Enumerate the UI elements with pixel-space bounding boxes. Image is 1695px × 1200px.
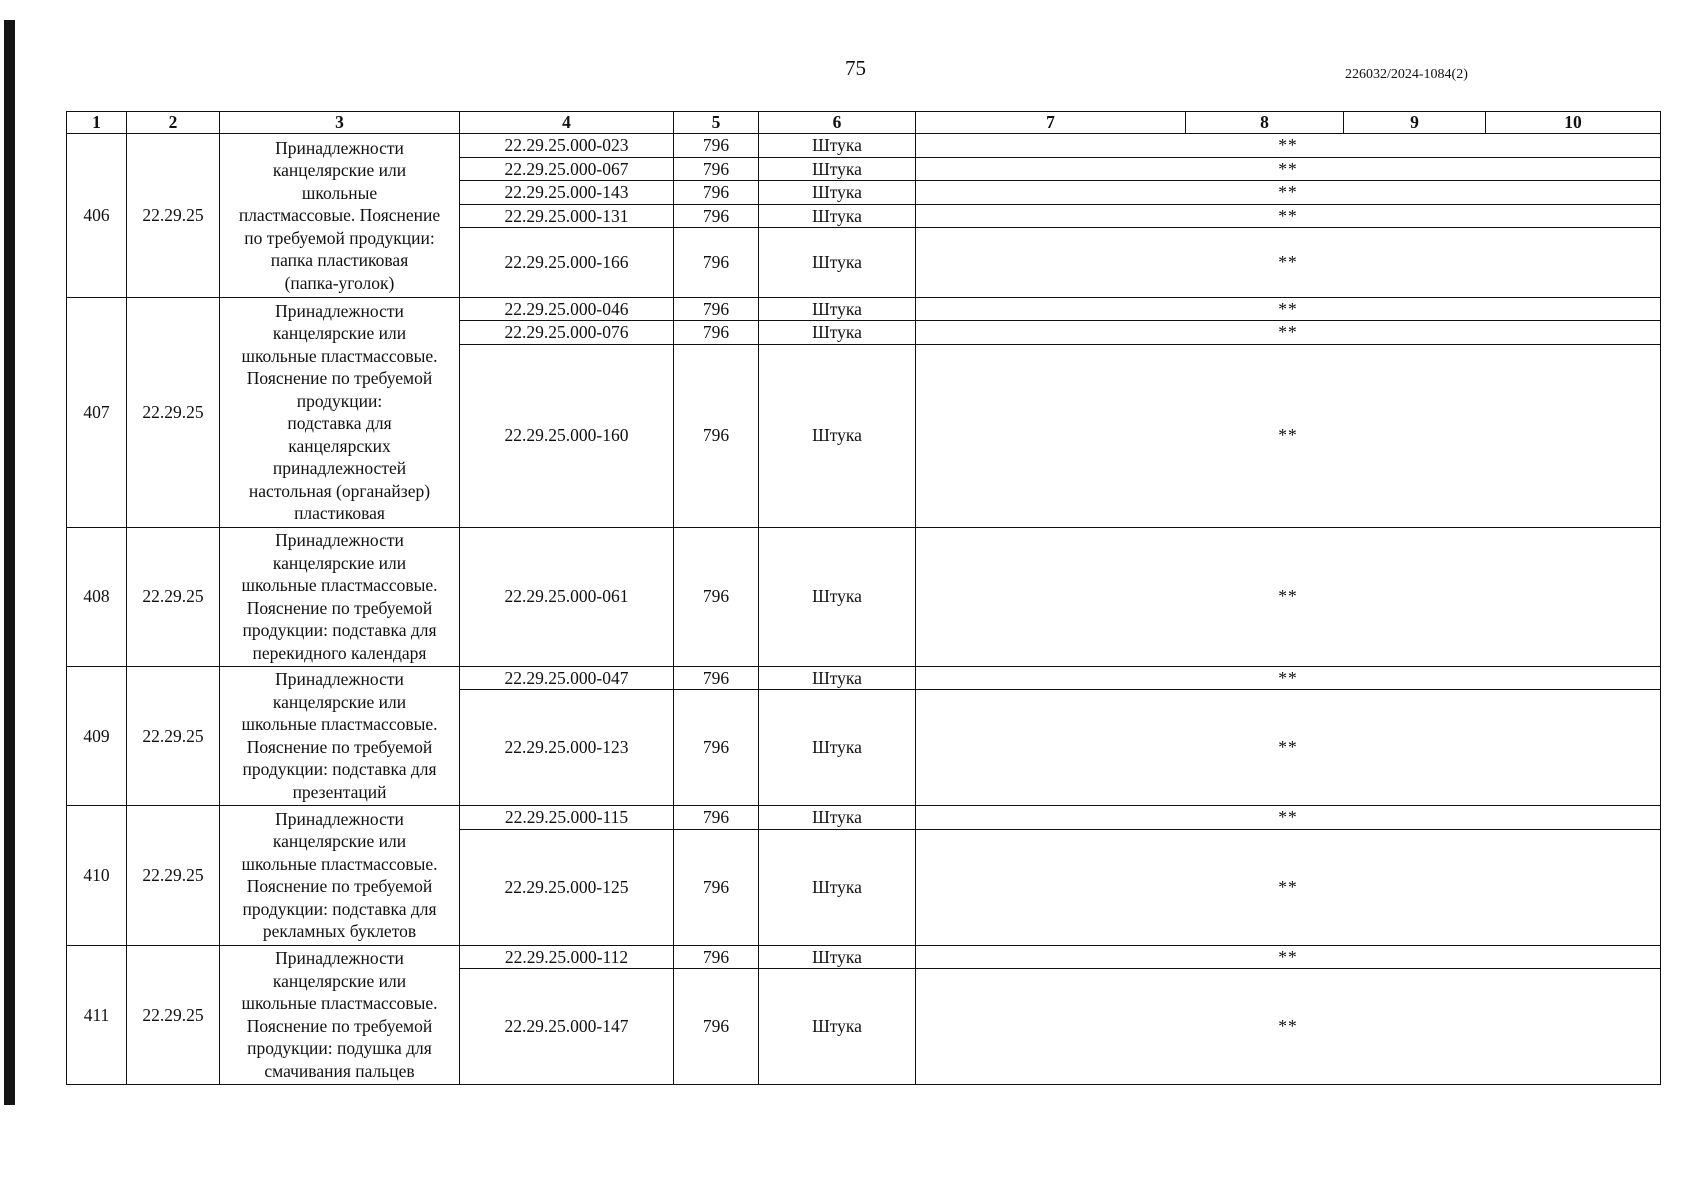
description-line: Пояснение по требуемой (246, 597, 433, 618)
description-line: перекидного календаря (252, 642, 427, 663)
table-row (67, 134, 1661, 158)
description-line: продукции: (296, 390, 383, 411)
characteristics-mark: ** (916, 527, 1661, 666)
ktru-code: 22.29.25.000-123 (460, 690, 674, 806)
column-header: 7 (916, 112, 1186, 134)
unit-code: 796 (674, 204, 759, 228)
unit-name: Штука (759, 829, 916, 945)
description-line: канцелярских (288, 435, 391, 456)
characteristics-mark: ** (916, 297, 1661, 321)
characteristics-mark: ** (916, 204, 1661, 228)
product-description (220, 134, 460, 298)
description-line: пластиковая (294, 503, 385, 523)
ktru-code: 22.29.25.000-046 (460, 297, 674, 321)
unit-name: Штука (759, 181, 916, 205)
description-line: Пояснение по требуемой (246, 876, 433, 897)
unit-code: 796 (674, 134, 759, 158)
characteristics-mark: ** (916, 829, 1661, 945)
unit-name: Штука (759, 321, 916, 345)
characteristics-mark: ** (916, 157, 1661, 181)
unit-code: 796 (674, 181, 759, 205)
document-code: 226032/2024-1084(2) (1345, 67, 1468, 82)
description-line: Принадлежности (275, 137, 404, 158)
description-line: Принадлежности (275, 948, 404, 969)
okpd-code: 22.29.25 (127, 945, 220, 1085)
description-line: школьные пластмассовые. (241, 345, 438, 366)
description-line: канцелярские или (272, 160, 407, 180)
characteristics-mark: ** (916, 134, 1661, 158)
unit-name: Штука (759, 666, 916, 690)
characteristics-mark: ** (916, 228, 1661, 298)
okpd-code: 22.29.25 (127, 134, 220, 298)
ktru-code: 22.29.25.000-112 (460, 945, 674, 969)
unit-code: 796 (674, 527, 759, 666)
description-line: школьные пластмассовые. (241, 575, 438, 595)
column-header: 2 (127, 112, 220, 134)
description-line: Принадлежности (275, 808, 404, 829)
description-line: школьные пластмассовые. (241, 993, 438, 1014)
unit-code: 796 (674, 344, 759, 527)
characteristics-mark: ** (916, 344, 1661, 527)
description-line: школьные пластмассовые. (241, 714, 438, 735)
characteristics-mark: ** (916, 181, 1661, 205)
row-number: 410 (67, 806, 127, 946)
registry-body (67, 134, 1661, 1085)
column-header: 8 (1186, 112, 1344, 134)
ktru-code: 22.29.25.000-131 (460, 204, 674, 228)
ktru-code: 22.29.25.000-061 (460, 527, 674, 666)
registry-table (66, 111, 1661, 1085)
unit-code: 796 (674, 157, 759, 181)
product-description (220, 806, 460, 946)
column-header: 4 (460, 112, 674, 134)
column-header: 9 (1344, 112, 1486, 134)
row-number: 409 (67, 666, 127, 806)
okpd-code: 22.29.25 (127, 297, 220, 527)
unit-name: Штука (759, 690, 916, 806)
description-line: Принадлежности (275, 530, 404, 550)
ktru-code: 22.29.25.000-023 (460, 134, 674, 158)
description-line: настольная (органайзер) (248, 480, 431, 501)
unit-name: Штука (759, 228, 916, 298)
unit-code: 796 (674, 969, 759, 1085)
description-line: папка пластиковая (270, 250, 409, 270)
ktru-code: 22.29.25.000-047 (460, 666, 674, 690)
unit-name: Штука (759, 134, 916, 158)
description-line: канцелярские или (272, 691, 407, 712)
characteristics-mark: ** (916, 945, 1661, 969)
unit-code: 796 (674, 666, 759, 690)
description-line: по требуемой продукции: (244, 227, 435, 248)
unit-code: 796 (674, 690, 759, 806)
unit-name: Штука (759, 344, 916, 527)
description-line: канцелярские или (272, 552, 407, 573)
description-line: Принадлежности (275, 300, 404, 321)
description-line: канцелярские или (272, 831, 407, 852)
description-line: Пояснение по требуемой (246, 368, 433, 388)
unit-code: 796 (674, 297, 759, 321)
description-line: канцелярские или (272, 970, 407, 991)
description-line: рекламных буклетов (262, 921, 417, 942)
description-line: школьные (301, 182, 378, 203)
ktru-code: 22.29.25.000-067 (460, 157, 674, 181)
ktru-code: 22.29.25.000-160 (460, 344, 674, 527)
ktru-code: 22.29.25.000-076 (460, 321, 674, 345)
description-line: принадлежностей (272, 458, 407, 478)
description-line: презентаций (292, 781, 387, 802)
unit-name: Штука (759, 204, 916, 228)
description-line: Пояснение по требуемой (246, 1015, 433, 1036)
unit-name: Штука (759, 297, 916, 321)
unit-code: 796 (674, 228, 759, 298)
description-line: продукции: подставка для (242, 898, 437, 919)
unit-code: 796 (674, 829, 759, 945)
table-row (67, 806, 1661, 830)
product-description (220, 297, 460, 527)
column-header: 3 (220, 112, 460, 134)
characteristics-mark: ** (916, 666, 1661, 690)
page-number: 75 (845, 56, 866, 80)
row-number: 407 (67, 297, 127, 527)
description-line: подставка для (287, 413, 392, 433)
unit-name: Штука (759, 945, 916, 969)
unit-name: Штука (759, 969, 916, 1085)
description-line: продукции: подставка для (242, 759, 437, 780)
characteristics-mark: ** (916, 321, 1661, 345)
ktru-code: 22.29.25.000-125 (460, 829, 674, 945)
ktru-code: 22.29.25.000-115 (460, 806, 674, 830)
description-line: школьные пластмассовые. (241, 853, 438, 874)
description-line: смачивания пальцев (264, 1060, 415, 1081)
okpd-code: 22.29.25 (127, 666, 220, 806)
description-line: продукции: подушка для (247, 1038, 432, 1059)
ktru-code: 22.29.25.000-143 (460, 181, 674, 205)
column-header: 10 (1486, 112, 1661, 134)
column-header: 6 (759, 112, 916, 134)
unit-name: Штука (759, 806, 916, 830)
description-line: продукции: подставка для (242, 620, 437, 640)
okpd-code: 22.29.25 (127, 527, 220, 666)
unit-code: 796 (674, 806, 759, 830)
description-line: Принадлежности (275, 669, 404, 690)
table-row (67, 527, 1661, 666)
description-line: пластмассовые. Пояснение (238, 205, 441, 225)
unit-name: Штука (759, 157, 916, 181)
header-row (67, 112, 1661, 134)
column-header: 5 (674, 112, 759, 134)
product-description (220, 945, 460, 1085)
row-number: 411 (67, 945, 127, 1085)
table-row (67, 945, 1661, 969)
description-line: Пояснение по требуемой (246, 736, 433, 757)
row-number: 408 (67, 527, 127, 666)
characteristics-mark: ** (916, 969, 1661, 1085)
column-header: 1 (67, 112, 127, 134)
description-line: (папка-уголок) (284, 272, 395, 293)
okpd-code: 22.29.25 (127, 806, 220, 946)
scan-edge-border (4, 20, 15, 1105)
unit-code: 796 (674, 321, 759, 345)
product-description (220, 666, 460, 806)
table-row (67, 666, 1661, 690)
unit-name: Штука (759, 527, 916, 666)
characteristics-mark: ** (916, 690, 1661, 806)
row-number: 406 (67, 134, 127, 298)
ktru-code: 22.29.25.000-166 (460, 228, 674, 298)
unit-code: 796 (674, 945, 759, 969)
description-line: канцелярские или (272, 323, 407, 343)
ktru-code: 22.29.25.000-147 (460, 969, 674, 1085)
product-description (220, 527, 460, 666)
table-row (67, 297, 1661, 321)
characteristics-mark: ** (916, 806, 1661, 830)
